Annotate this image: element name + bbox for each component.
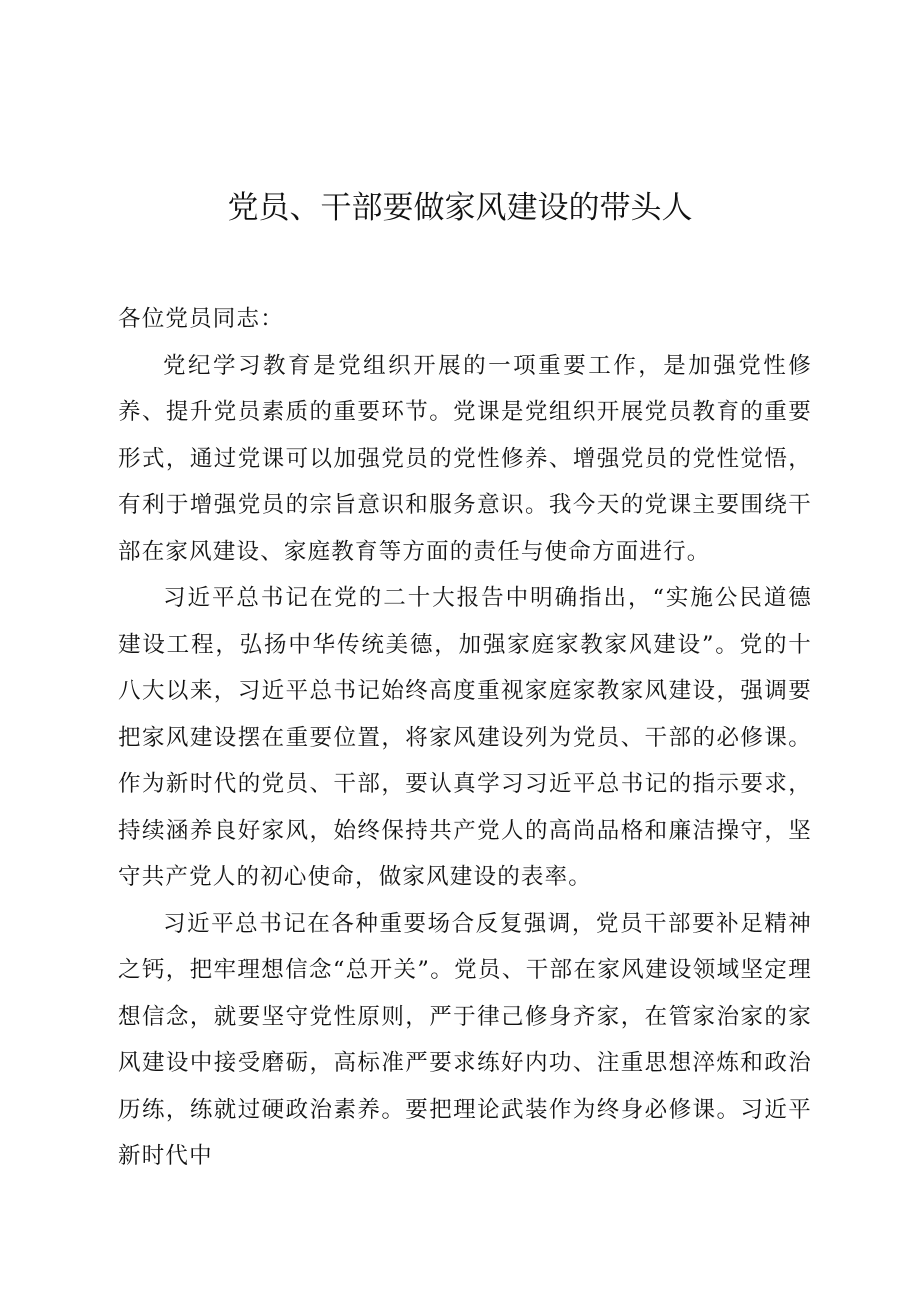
paragraph: 习近平总书记在党的二十大报告中明确指出，“实施公民道德建设工程，弘扬中华传统美德，加强家庭家教家风建设”。党的十八大以来，习近平总书记始终高度重视家庭家教家风建设，强调要把家风建设摆在重要位置，将家风建设列为党员、干部的必修课。作为新时代的党员、干部，要认真学习习近平总书记的指示要求，持续涵养良好家风，始终保持共产党人的高尚品格和廉洁操守，坚守共产党人的初心使命，做家风建设的表率。 — [118, 585, 812, 890]
salutation: 各位党员同志： — [118, 306, 284, 332]
paragraph: 党纪学习教育是党组织开展的一项重要工作，是加强党性修养、提升党员素质的重要环节。党课是党组织开展党员教育的重要形式，通过党课可以加强党员的党性修养、增强党员的党性觉悟，有利于增强党员的宗旨意识和服务意识。我今天的党课主要围绕干部在家风建设、家庭教育等方面的责任与使命方面进行。 — [118, 352, 812, 565]
paragraph: 习近平总书记在各种重要场合反复强调，党员干部要补足精神之钙，把牢理想信念“总开关”。党员、干部在家风建设领域坚定理想信念，就要坚守党性原则，严于律己修身齐家，在管家治家的家风建设中接受磨砺，高标准严要求练好内功、注重思想淬炼和政治历练，练就过硬政治素养。要把理论武装作为终身必修课。习近平新时代中 — [118, 910, 812, 1169]
document-body — [118, 296, 812, 1180]
document-title: 党员、干部要做家风建设的带头人 — [227, 190, 693, 226]
